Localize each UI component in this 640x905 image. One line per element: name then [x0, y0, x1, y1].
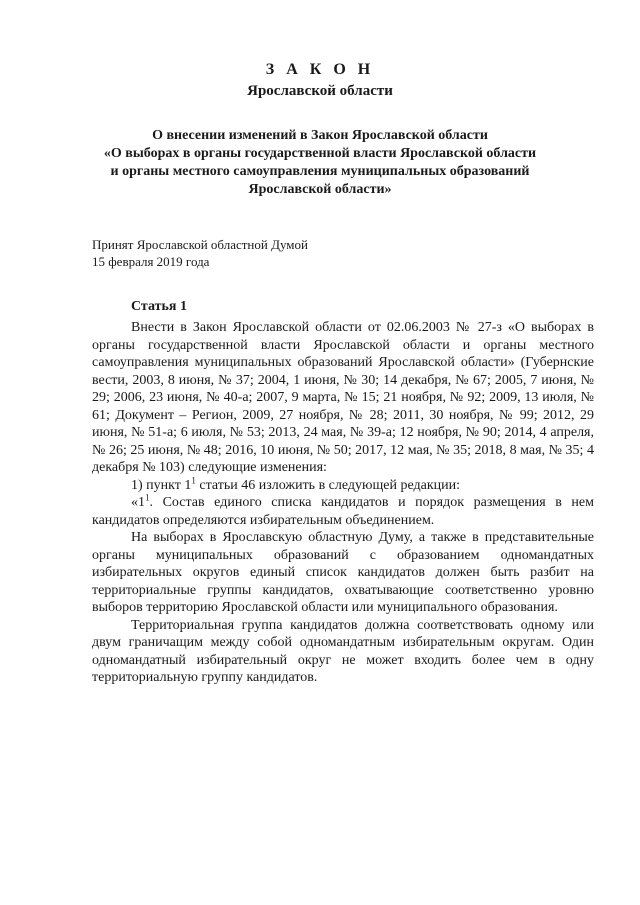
- article-intro: Внести в Закон Ярославской области от 02.06.2003 № 27-з «О выборах в органы государственной власти Ярославской области и органы местного самоуправления муниципальных образований Ярославской области» (Губернские вести, 2003, 8 июня, № 37; 2004, 1 июня, № 30; 14 декабря, № 67; 2005, 7 июня, № 29; 2006, 23 июня, № 40-а; 2007, 9 марта, № 15; 21 ноября, № 92; 2009, 13 июля, № 61; Документ – Регион, 2009, 27 ноября, № 28; 2011, 30 ноября, № 99; 2012, 29 июня, № 51-а; 6 июля, № 53; 2013, 24 мая, № 39-а; 12 ноября, № 90; 2014, 4 апреля, № 26; 25 июня, № 48; 2016, 10 июня, № 50; 2017, 12 мая, № 35; 2018, 8 мая, № 35; 4 декабря № 103) следующие изменения:: [92, 320, 594, 475]
- item1-text-pre: 1) пункт 1: [131, 477, 192, 493]
- region-heading: Ярославской области: [247, 83, 393, 99]
- adoption-line-2: 15 февраля 2019 года: [92, 254, 210, 269]
- subject-line-4: Ярославской области»: [248, 182, 392, 197]
- item1-superscript: 1: [191, 474, 196, 485]
- adoption-note: [92, 236, 308, 270]
- law-subject-title: [0, 127, 640, 199]
- quote-superscript: 1: [145, 492, 150, 503]
- subject-line-2: «О выборах в органы государственной власти Ярославской области: [103, 146, 537, 161]
- quoted-clause: [92, 494, 594, 529]
- paragraph-2: На выборах в Ярославскую областную Думу, а также в представительные органы муниципальных образований с образованием одномандатных избирательных округов единый список кандидатов должен быть разбит на территориальные группы кандидатов, охватывающие соответственно уровню выборов территорию Ярославской области или муниципального образования.: [92, 530, 594, 615]
- subject-line-1: О внесении изменений в Закон Ярославской области: [152, 128, 488, 143]
- paragraph-3: Территориальная группа кандидатов должна соответствовать одному или двум граничащим между собой одномандатным избирательным округам. Один одномандатный избирательный округ не может входить более чем в одну территориальную группу кандидатов.: [92, 617, 594, 685]
- item1-text-post: статьи 46 изложить в следующей редакции:: [195, 477, 461, 493]
- quote-text-post: . Состав единого списка кандидатов и порядок размещения в нем кандидатов определяются избирательным объединением.: [92, 495, 594, 528]
- quote-text-pre: «1: [131, 495, 145, 510]
- article-item-1: [92, 474, 594, 495]
- article-body: [92, 319, 594, 687]
- article-title: Статья 1: [131, 299, 187, 314]
- subject-line-3: и органы местного самоуправления муниципальных образований: [110, 164, 530, 179]
- adoption-line-1: Принят Ярославской областной Думой: [92, 237, 308, 252]
- law-heading: З А К О Н: [265, 61, 375, 78]
